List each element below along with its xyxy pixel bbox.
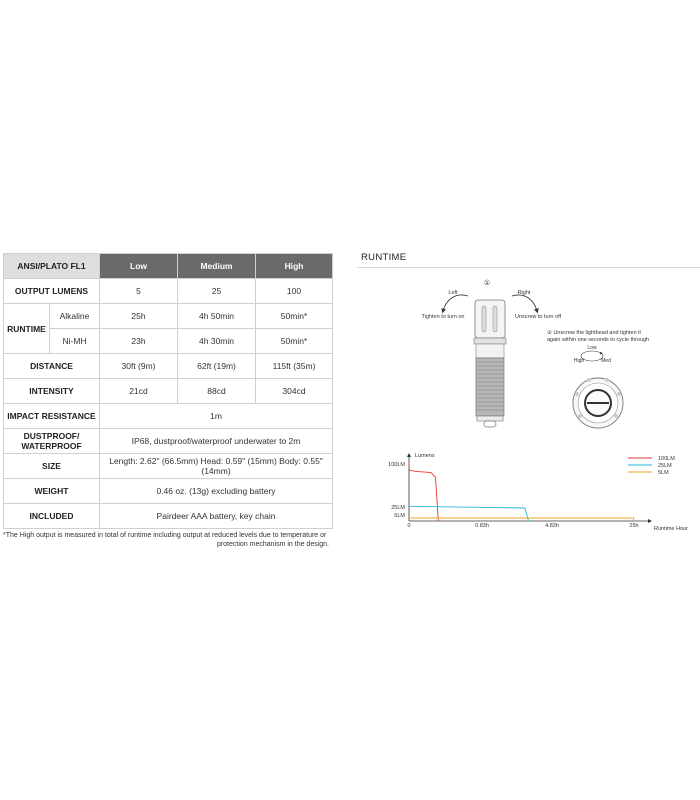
dustproof-label-line2: WATERPROOF (21, 441, 82, 451)
runtime-alkaline-label: Alkaline (50, 304, 100, 329)
legend-25: 25LM (658, 463, 672, 469)
runtime-chart (388, 453, 688, 532)
step1-marker: ① (483, 279, 491, 287)
intensity-medium: 88cd (178, 379, 256, 404)
distance-low: 30ft (9m) (100, 354, 178, 379)
runtime-title: RUNTIME (361, 252, 407, 263)
impact-value: 1m (100, 404, 333, 429)
intensity-high: 304cd (256, 379, 333, 404)
y-axis-label: Lumens (415, 453, 435, 459)
step2-line2: again within one seconds to cycle through (547, 337, 650, 343)
cycle-low: Low (587, 345, 597, 351)
x-tick-083: 0.83h (475, 523, 489, 529)
output-lumens-medium: 25 (178, 279, 256, 304)
series-line-25LM (409, 506, 529, 521)
dustproof-label-line1: DUSTPROOF/ (23, 431, 80, 441)
runtime-label: RUNTIME (4, 304, 50, 354)
runtime-alkaline-low: 25h (100, 304, 178, 329)
footnote-line1: *The High output is measured in total of runtime including output at reduced levels due to temperature or (3, 532, 327, 539)
included-value: Pairdeer AAA battery, key chain (100, 504, 333, 529)
tighten-text: Tighten to turn on (421, 314, 465, 320)
step2-line1: ② Unscrew the lighthead and tighten it (547, 330, 641, 336)
runtime-alkaline-high: 50min* (256, 304, 333, 329)
dustproof-value: IP68, dustproof/waterproof underwater to 2m (100, 429, 333, 454)
distance-medium: 62ft (19m) (178, 354, 256, 379)
header-high: High (256, 254, 333, 279)
left-label: Left (448, 290, 458, 296)
runtime-alkaline-medium: 4h 50min (178, 304, 256, 329)
impact-label: IMPACT RESISTANCE (4, 404, 100, 429)
included-label: INCLUDED (4, 504, 100, 529)
runtime-nimh-low: 23h (100, 329, 178, 354)
unscrew-text: Unscrew to turn off (514, 314, 562, 320)
intensity-label: INTENSITY (4, 379, 100, 404)
flashlight-icon (474, 300, 506, 427)
distance-label: DISTANCE (4, 354, 100, 379)
size-label: SIZE (4, 454, 100, 479)
y-tick-25: 25LM (391, 505, 405, 511)
intensity-low: 21cd (100, 379, 178, 404)
series-line-5LM (409, 518, 634, 521)
weight-value: 0.46 oz. (13g) excluding battery (100, 479, 333, 504)
output-lumens-low: 5 (100, 279, 178, 304)
right-label: Right (517, 290, 531, 296)
weight-label: WEIGHT (4, 479, 100, 504)
header-label: ANSI/PLATO FL1 (4, 254, 100, 279)
y-tick-100: 100LM (388, 462, 405, 468)
lens-front-icon (573, 378, 623, 428)
legend-5: 5LM (658, 470, 669, 476)
distance-high: 115ft (35m) (256, 354, 333, 379)
header-low: Low (100, 254, 178, 279)
runtime-nimh-label: Ni-MH (50, 329, 100, 354)
arrow-right-icon (512, 295, 537, 311)
x-tick-483: 4.83h (545, 523, 559, 529)
x-axis-label: Runtime Hour (654, 526, 688, 532)
x-tick-0: 0 (407, 523, 411, 529)
legend-100: 100LM (658, 456, 675, 462)
cycle-med: Med (601, 358, 611, 364)
series-line-100LM (409, 462, 438, 521)
runtime-nimh-high: 50min* (256, 329, 333, 354)
size-value: Length: 2.62" (66.5mm) Head: 0.59" (15mm) Body: 0.55" (14mm) (100, 454, 333, 479)
runtime-nimh-medium: 4h 30min (178, 329, 256, 354)
header-medium: Medium (178, 254, 256, 279)
output-lumens-label: OUTPUT LUMENS (4, 279, 100, 304)
x-tick-25: 25h (629, 523, 639, 529)
output-lumens-high: 100 (256, 279, 333, 304)
cycle-icon (581, 351, 603, 361)
y-tick-5: 5LM (394, 513, 405, 519)
arrow-left-icon (443, 295, 468, 311)
cycle-high: High (573, 358, 585, 364)
footnote-line2: protection mechanism in the design. (216, 540, 329, 548)
